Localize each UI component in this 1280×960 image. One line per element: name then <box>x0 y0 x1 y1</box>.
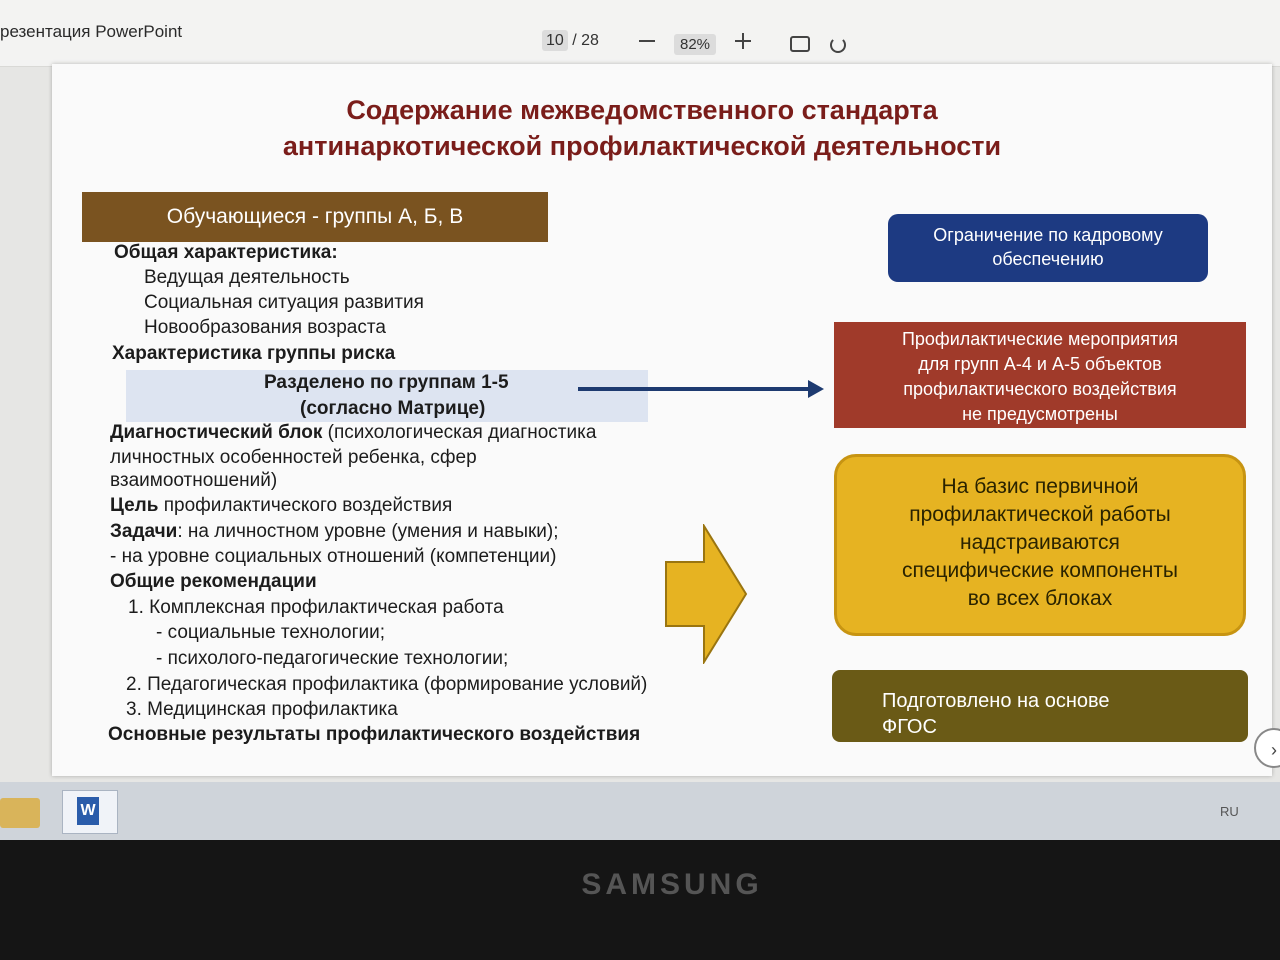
next-slide-button[interactable]: › <box>1254 728 1280 768</box>
document-title: резентация PowerPoint <box>0 22 183 41</box>
recommendation-3: 3. Медицинская профилактика <box>126 699 398 720</box>
slide-title-line2: антинаркотической профилактической деятельности <box>282 131 1002 161</box>
goal-label: Цель <box>110 495 159 516</box>
recommendation-1b: - психолого-педагогические технологии; <box>156 648 509 669</box>
matrix-note: (согласно Матрице) <box>300 398 486 419</box>
diagnostic-line2: личностных особенностей ребенка, сфер <box>110 447 477 468</box>
file-explorer-icon[interactable] <box>0 798 40 828</box>
divided-by-groups: Разделено по группам 1-5 <box>264 372 509 393</box>
social-situation: Социальная ситуация развития <box>144 292 424 313</box>
slide <box>52 64 1277 776</box>
specific-line1: На базис первичной <box>941 475 1139 498</box>
no-measures-line4: не предусмотрены <box>962 404 1118 424</box>
staffing-line2: обеспечению <box>992 249 1104 269</box>
no-measures-line3: профилактического воздействия <box>903 379 1177 399</box>
slide-title-line1: Содержание межведомственного стандарта <box>346 95 938 125</box>
fgos-line2: ФГОС <box>882 716 937 738</box>
word-icon: W <box>77 797 99 825</box>
tasks-line <box>110 521 559 543</box>
specific-line4: специфические компоненты <box>901 559 1179 582</box>
main-results: Основные результаты профилактического воздействия <box>108 724 641 745</box>
language-indicator[interactable]: RU <box>1220 804 1239 819</box>
diagnostic-block-label: Диагностический блок <box>110 422 323 443</box>
page-total: / 28 <box>572 32 599 49</box>
risk-group-characteristic: Характеристика группы риска <box>112 343 396 364</box>
specific-components-box <box>834 454 1246 636</box>
zoom-out-icon[interactable] <box>636 30 658 52</box>
goal-line <box>110 495 452 517</box>
laptop-bezel <box>0 840 1280 960</box>
zoom-in-icon[interactable] <box>732 30 754 52</box>
fgos-line1: Подготовлено на основе <box>882 690 1110 712</box>
viewer-toolbar <box>0 0 1280 67</box>
age-neoformations: Новообразования возраста <box>144 317 386 338</box>
fgos-basis-box <box>832 670 1248 742</box>
page-indicator <box>542 32 599 50</box>
goal-text: профилактического воздействия <box>158 495 453 516</box>
brand-logo: SAMSUNG <box>581 868 763 901</box>
diagnostic-block-text: (психологическая диагностика <box>322 422 597 443</box>
no-measures-line2: для групп А-4 и А-5 объектов <box>918 354 1162 374</box>
general-recommendations: Общие рекомендации <box>110 571 317 592</box>
staffing-limitation-box <box>888 214 1208 282</box>
diagnostic-block <box>110 422 596 444</box>
recommendation-2: 2. Педагогическая профилактика (формирование условий) <box>126 674 648 695</box>
taskbar <box>0 782 1280 840</box>
tasks-line2: - на уровне социальных отношений (компетенции) <box>110 546 557 567</box>
word-taskbar-button[interactable] <box>62 790 118 834</box>
specific-line2: профилактической работы <box>909 503 1171 526</box>
big-right-arrow-icon <box>664 524 748 664</box>
recommendation-1: 1. Комплексная профилактическая работа <box>128 597 504 618</box>
connector-arrow-line <box>578 387 814 391</box>
specific-line3: надстраиваются <box>960 531 1120 554</box>
leading-activity: Ведущая деятельность <box>144 267 350 288</box>
no-measures-line1: Профилактические мероприятия <box>901 329 1179 349</box>
slide-title <box>52 92 1232 164</box>
specific-line5: во всех блоках <box>967 587 1113 610</box>
diagnostic-line3: взаимоотношений) <box>110 470 278 491</box>
students-header-bar: Обучающиеся - группы А, Б, В <box>82 192 548 242</box>
recommendation-1a: - социальные технологии; <box>156 622 386 643</box>
zoom-level[interactable]: 82% <box>674 34 716 55</box>
rotate-icon[interactable] <box>830 37 846 53</box>
staffing-line1: Ограничение по кадровому <box>933 225 1163 245</box>
tasks-label: Задачи <box>110 521 178 542</box>
general-characteristic: Общая характеристика: <box>114 242 338 263</box>
arrow-right-icon <box>808 380 824 398</box>
no-measures-box <box>834 322 1246 428</box>
page-number-input[interactable]: 10 <box>542 30 568 51</box>
tasks-text: : на личностном уровне (умения и навыки); <box>177 521 559 542</box>
fit-page-icon[interactable] <box>790 36 810 52</box>
